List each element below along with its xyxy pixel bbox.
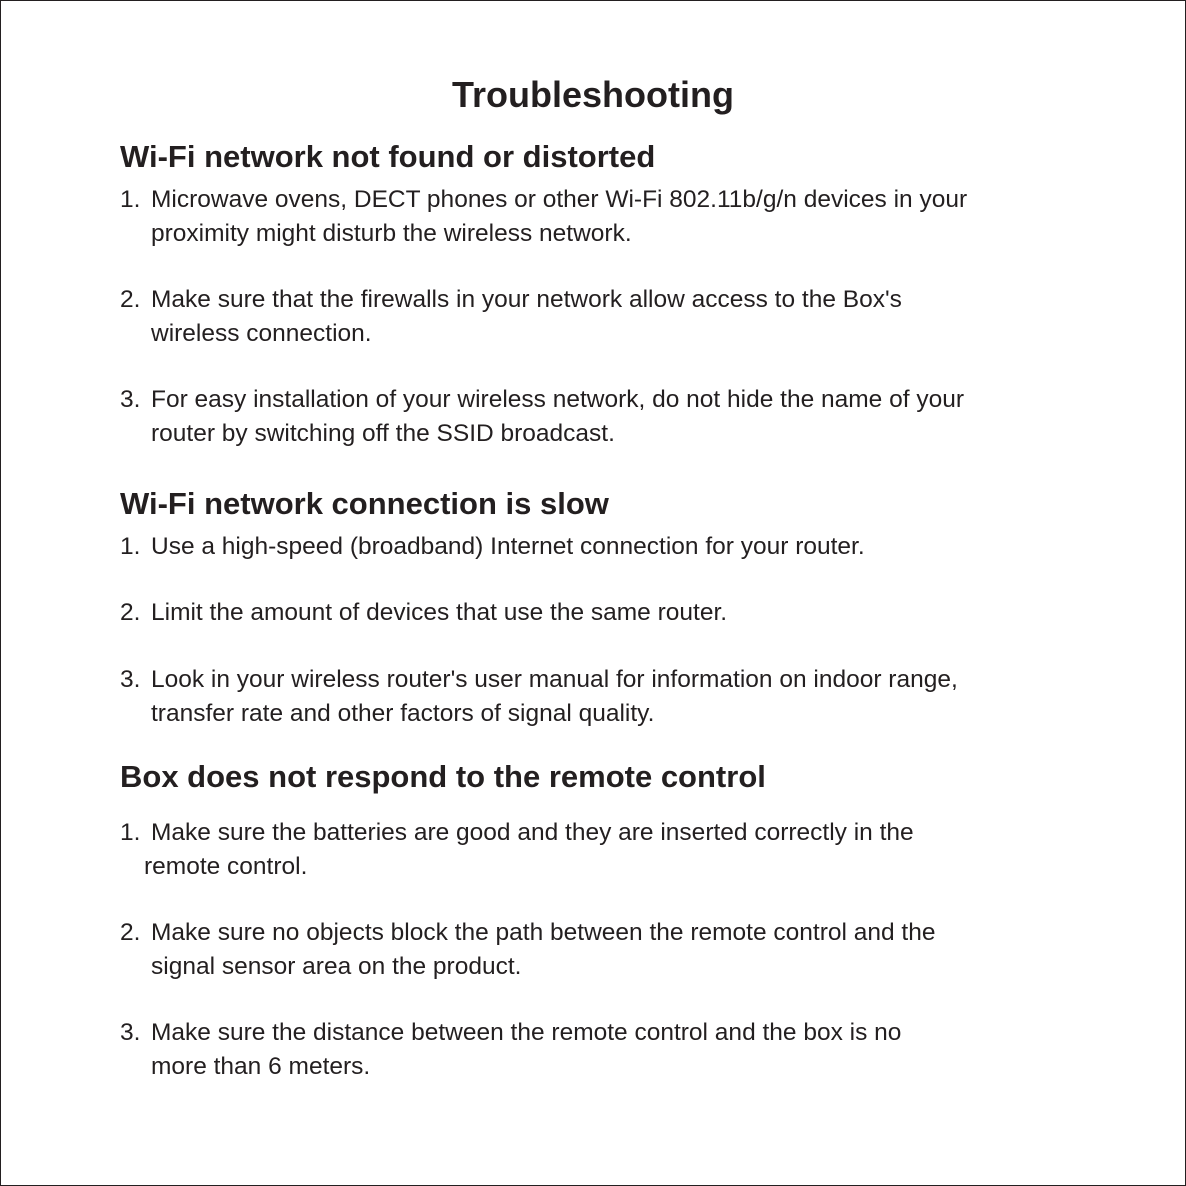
item-text-continued: router by switching off the SSID broadcast. — [151, 419, 615, 447]
item-text: Make sure that the firewalls in your network allow access to the Box's — [151, 286, 902, 313]
section-heading-wifi-slow: Wi-Fi network connection is slow — [120, 486, 609, 521]
list-item — [120, 283, 902, 350]
item-text: Make sure the distance between the remote control and the box is no — [151, 1019, 902, 1046]
list-item — [120, 530, 865, 564]
item-number: 3. — [120, 386, 141, 413]
list-item — [120, 1016, 901, 1083]
item-number: 3. — [120, 1019, 141, 1046]
item-text-continued: remote control. — [144, 852, 308, 880]
item-text: Look in your wireless router's user manual for information on indoor range, — [151, 666, 958, 693]
list-item — [120, 816, 914, 883]
list-item — [120, 916, 935, 983]
item-number: 1. — [120, 819, 141, 846]
item-text: Microwave ovens, DECT phones or other Wi-Fi 802.11b/g/n devices in your — [151, 186, 968, 213]
section-heading-remote-control: Box does not respond to the remote control — [120, 759, 766, 794]
item-text: Make sure the batteries are good and they are inserted correctly in the — [151, 819, 914, 846]
item-number: 2. — [120, 599, 141, 626]
item-number: 2. — [120, 919, 141, 946]
list-item — [120, 383, 964, 450]
item-number: 1. — [120, 533, 141, 560]
item-text-continued: signal sensor area on the product. — [151, 952, 522, 980]
item-text-continued: wireless connection. — [151, 319, 372, 347]
item-number: 1. — [120, 186, 141, 213]
item-text-continued: transfer rate and other factors of signal quality. — [151, 699, 655, 727]
list-item — [120, 183, 967, 250]
item-text: Make sure no objects block the path between the remote control and the — [151, 919, 936, 946]
item-text: Use a high-speed (broadband) Internet connection for your router. — [151, 533, 865, 560]
item-number: 3. — [120, 666, 141, 693]
page-title: Troubleshooting — [452, 74, 734, 115]
list-item — [120, 596, 727, 630]
item-text-continued: more than 6 meters. — [151, 1052, 371, 1080]
item-text: For easy installation of your wireless network, do not hide the name of your — [151, 386, 964, 413]
section-heading-wifi-not-found: Wi-Fi network not found or distorted — [120, 139, 656, 174]
item-text: Limit the amount of devices that use the same router. — [151, 599, 728, 626]
list-item — [120, 663, 958, 730]
item-text-continued: proximity might disturb the wireless network. — [151, 219, 632, 247]
item-number: 2. — [120, 286, 141, 313]
